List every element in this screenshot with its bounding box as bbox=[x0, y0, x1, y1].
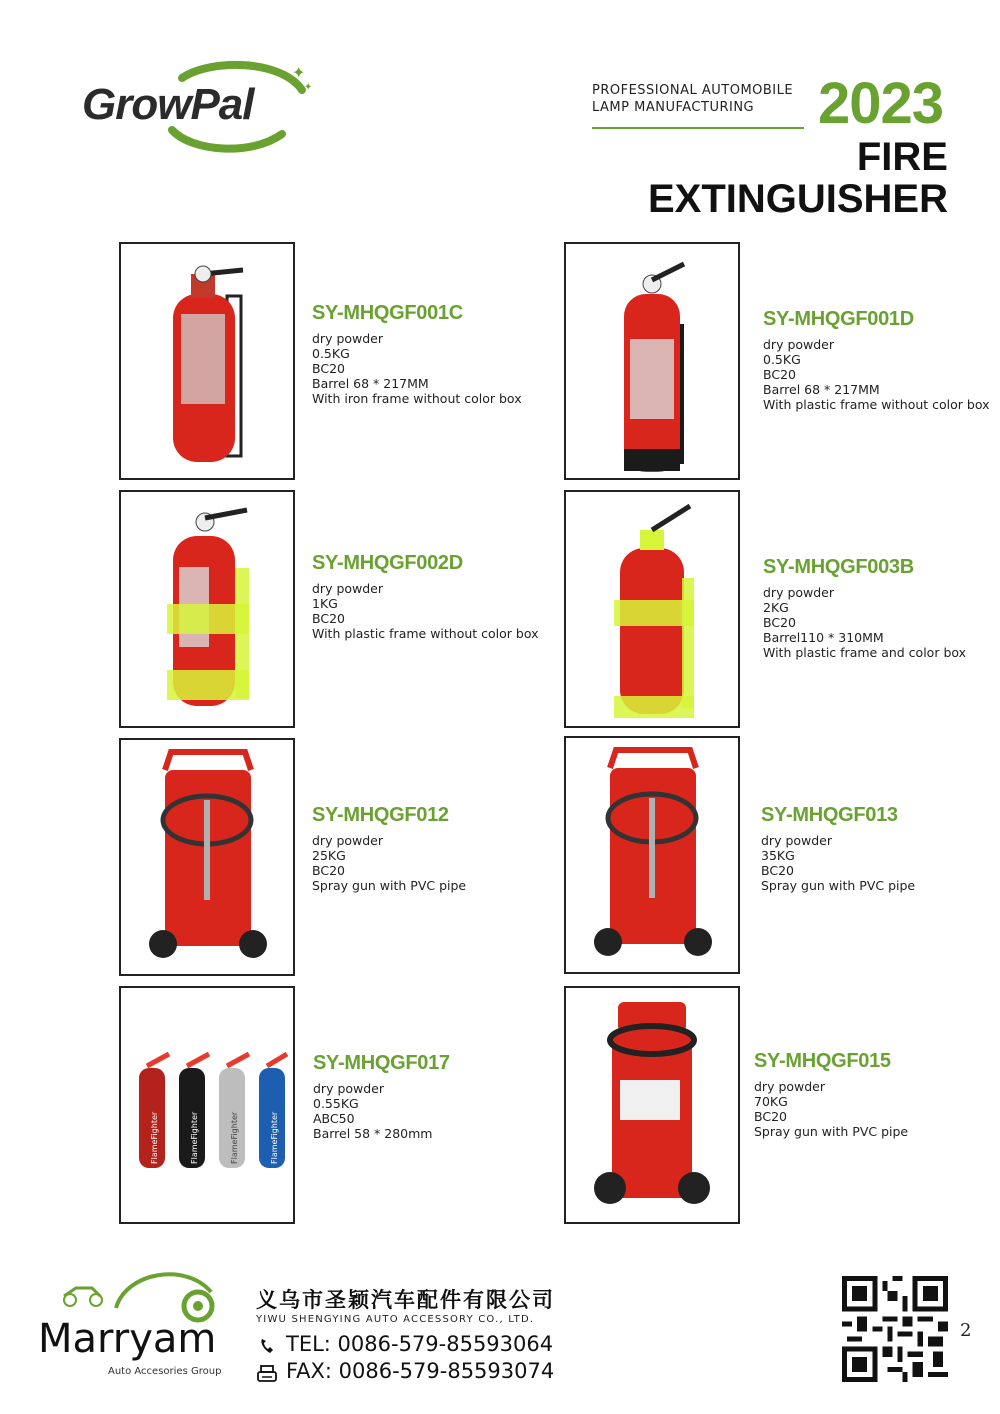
spec-line: BC20 bbox=[761, 863, 794, 878]
mini-label: FlameFighter bbox=[150, 1111, 159, 1164]
mini-label: FlameFighter bbox=[270, 1111, 279, 1164]
growpal-logo bbox=[82, 60, 312, 155]
spec-line: BC20 bbox=[763, 367, 796, 382]
spec-line: 0.5KG bbox=[763, 352, 801, 367]
marryam-wordmark: Marryam bbox=[38, 1316, 217, 1362]
spec-line: BC20 bbox=[754, 1109, 787, 1124]
spec-line: dry powder bbox=[763, 337, 835, 352]
tagline-divider bbox=[592, 127, 804, 129]
qr-code-icon bbox=[842, 1276, 948, 1382]
product-code: SY-MHQGF001C bbox=[312, 302, 463, 324]
wheeled-extinguisher-icon bbox=[121, 740, 293, 974]
spec-line: dry powder bbox=[312, 581, 384, 596]
product-code: SY-MHQGF017 bbox=[313, 1052, 450, 1074]
product-photo-3 bbox=[119, 490, 295, 728]
spec-line: 70KG bbox=[754, 1094, 788, 1109]
spec-line: Spray gun with PVC pipe bbox=[761, 878, 916, 893]
spec-line: BC20 bbox=[312, 361, 345, 376]
product-code: SY-MHQGF012 bbox=[312, 804, 449, 826]
product-info-3 bbox=[312, 552, 542, 641]
mini-extinguishers-icon bbox=[121, 988, 293, 1222]
spec-line: BC20 bbox=[312, 863, 345, 878]
spec-line: 0.55KG bbox=[313, 1096, 359, 1111]
extinguisher-small-icon bbox=[121, 492, 293, 726]
product-photo-2 bbox=[564, 242, 740, 480]
company-name-cn: 义乌市圣颖汽车配件有限公司 bbox=[256, 1287, 555, 1312]
page-title-line1: FIRE bbox=[856, 135, 948, 179]
logo-wordmark: GrowPal bbox=[82, 80, 254, 129]
product-info-6 bbox=[761, 804, 991, 893]
spec-line: dry powder bbox=[312, 833, 384, 848]
extinguisher-small-icon bbox=[566, 244, 738, 478]
spec-line: Barrel 68 * 217MM bbox=[312, 376, 429, 391]
tagline bbox=[592, 82, 802, 116]
product-photo-8 bbox=[564, 986, 740, 1224]
year-label: 2023 bbox=[818, 71, 944, 136]
spec-line: BC20 bbox=[763, 615, 796, 630]
product-photo-4 bbox=[564, 490, 740, 728]
spec-line: dry powder bbox=[754, 1079, 826, 1094]
product-info-5 bbox=[312, 804, 542, 893]
product-info-2 bbox=[763, 308, 993, 412]
wheeled-extinguisher-icon bbox=[566, 738, 738, 972]
spec-line: Barrel 68 * 217MM bbox=[763, 382, 880, 397]
marryam-logo bbox=[36, 1262, 236, 1387]
spec-line: BC20 bbox=[312, 611, 345, 626]
marryam-subtitle: Auto Accesories Group bbox=[108, 1366, 222, 1377]
spec-line: 35KG bbox=[761, 848, 795, 863]
mini-label: FlameFighter bbox=[190, 1111, 199, 1164]
extinguisher-small-icon bbox=[566, 492, 738, 726]
tagline-line1: PROFESSIONAL AUTOMOBILE bbox=[592, 83, 794, 98]
svg-text:✦: ✦ bbox=[292, 63, 306, 82]
product-info-1 bbox=[312, 302, 542, 406]
spec-line: dry powder bbox=[763, 585, 835, 600]
spec-line: 1KG bbox=[312, 596, 338, 611]
product-info-8 bbox=[754, 1050, 984, 1139]
product-photo-5 bbox=[119, 738, 295, 976]
product-info-4 bbox=[763, 556, 993, 660]
tel-number: TEL: 0086-579-85593064 bbox=[286, 1332, 554, 1356]
product-code: SY-MHQGF001D bbox=[763, 308, 914, 330]
spec-line: 25KG bbox=[312, 848, 346, 863]
spec-line: 0.5KG bbox=[312, 346, 350, 361]
wheeled-extinguisher-icon bbox=[566, 988, 738, 1222]
fax-icon bbox=[256, 1364, 278, 1388]
company-name-en: YIWU SHENGYING AUTO ACCESSORY CO., LTD. bbox=[256, 1314, 535, 1325]
spec-line: ABC50 bbox=[313, 1111, 355, 1126]
spec-line: Spray gun with PVC pipe bbox=[754, 1124, 909, 1139]
mini-label: FlameFighter bbox=[230, 1111, 239, 1164]
extinguisher-small-icon bbox=[121, 244, 293, 478]
spec-line: Spray gun with PVC pipe bbox=[312, 878, 467, 893]
spec-line: Barrel 58 * 280mm bbox=[313, 1126, 433, 1141]
product-photo-7 bbox=[119, 986, 295, 1224]
spec-line: With plastic frame and color box bbox=[763, 645, 967, 660]
product-info-7 bbox=[313, 1052, 543, 1141]
spec-line: dry powder bbox=[312, 331, 384, 346]
tagline-line2: LAMP MANUFACTURING bbox=[592, 100, 755, 115]
product-code: SY-MHQGF013 bbox=[761, 804, 898, 826]
spec-line: dry powder bbox=[761, 833, 833, 848]
product-code: SY-MHQGF015 bbox=[754, 1050, 891, 1072]
spec-line: With plastic frame without color box bbox=[312, 626, 539, 641]
svg-text:✦: ✦ bbox=[304, 82, 312, 93]
spec-line: dry powder bbox=[313, 1081, 385, 1096]
fax-number: FAX: 0086-579-85593074 bbox=[286, 1359, 555, 1383]
product-photo-6 bbox=[564, 736, 740, 974]
spec-line: With plastic frame without color box bbox=[763, 397, 990, 412]
product-photo-1 bbox=[119, 242, 295, 480]
page-number: 2 bbox=[960, 1320, 972, 1341]
product-code: SY-MHQGF002D bbox=[312, 552, 463, 574]
spec-line: With iron frame without color box bbox=[312, 391, 522, 406]
page-title-line2: EXTINGUISHER bbox=[647, 177, 948, 221]
product-code: SY-MHQGF003B bbox=[763, 556, 914, 578]
phone-icon bbox=[258, 1336, 278, 1360]
spec-line: 2KG bbox=[763, 600, 789, 615]
spec-line: Barrel110 * 310MM bbox=[763, 630, 884, 645]
